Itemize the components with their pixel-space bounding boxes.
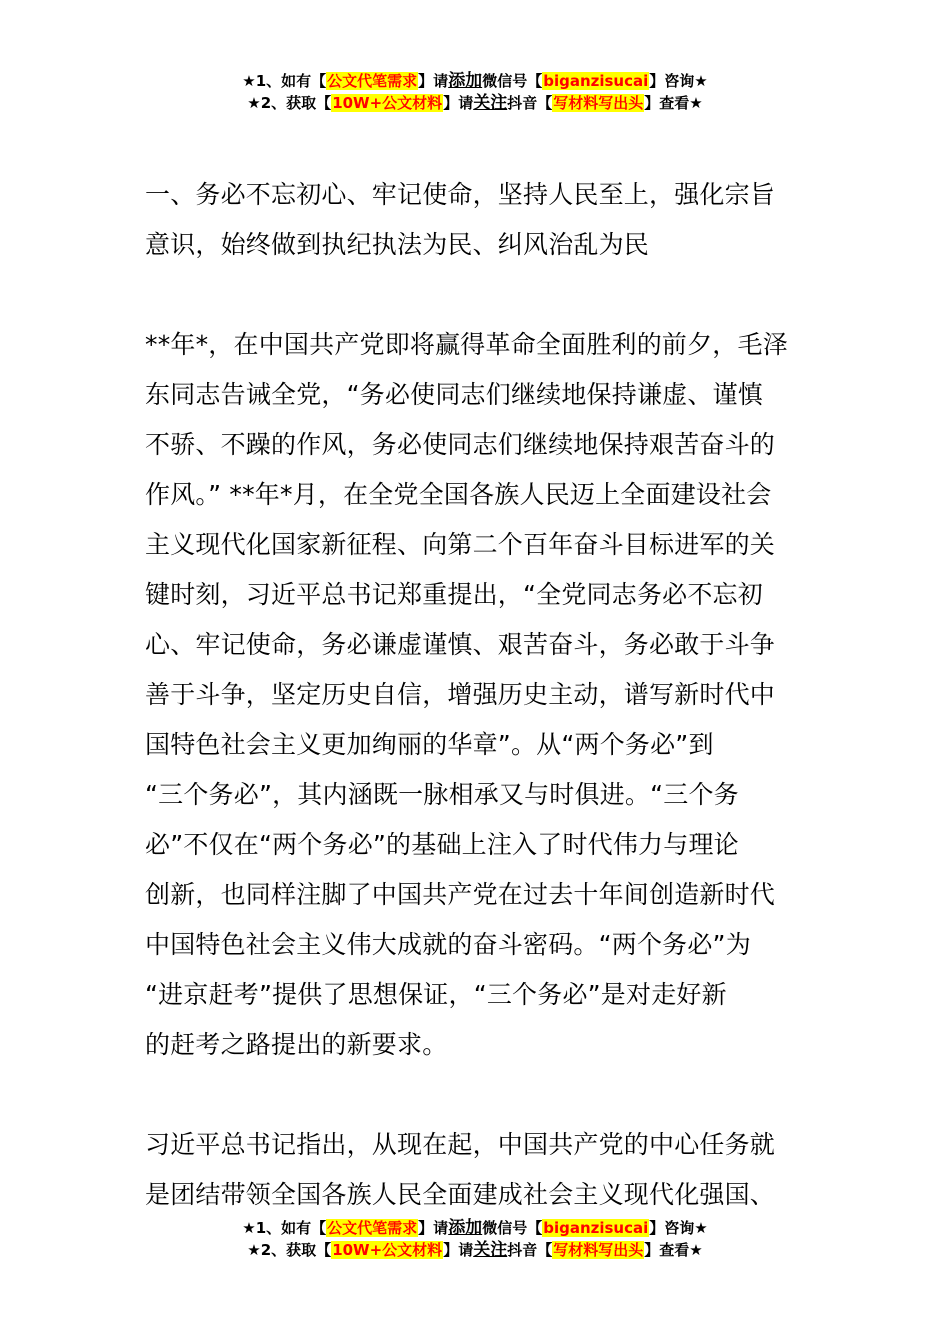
heading-line: 一、务必不忘初心、牢记使命，坚持人民至上，强化宗旨 — [145, 180, 776, 209]
paragraph-line: 键时刻，习近平总书记郑重提出，“全党同志务必不忘初 — [145, 580, 763, 609]
paragraph-line: 善于斗争，坚定历史自信，增强历史主动，谱写新时代中 — [145, 680, 776, 709]
paragraph-1 — [145, 320, 810, 1070]
paragraph-line: 东同志告诫全党，“务必使同志们继续地保持谦虚、谨慎 — [145, 380, 763, 409]
paragraph-line: 心、牢记使命，务必谦虚谨慎、艰苦奋斗，务必敢于斗争 — [145, 630, 776, 659]
underlined-text: 关注 — [473, 1240, 508, 1260]
highlight-service: 公文代笔需求 — [327, 72, 418, 90]
banner-line-1 — [0, 1217, 950, 1239]
banner-text: 】请 — [418, 72, 449, 90]
banner-text: ★1、如有【 — [242, 1219, 327, 1237]
highlight-materials: 10W+公文材料 — [332, 1241, 443, 1259]
banner-text: 抖音【 — [507, 94, 553, 112]
section-heading — [145, 170, 810, 270]
paragraph-line: 国特色社会主义更加绚丽的华章”。从“两个务必”到 — [145, 730, 714, 759]
banner-line-2 — [0, 1239, 950, 1261]
paragraph-line: 主义现代化国家新征程、向第二个百年奋斗目标进军的关 — [145, 530, 776, 559]
paragraph-line: 的赶考之路提出的新要求。 — [145, 1030, 448, 1059]
paragraph-line: 创新，也同样注脚了中国共产党在过去十年间创造新时代 — [145, 880, 776, 909]
highlight-douyin-account: 写材料写出头 — [553, 94, 644, 112]
highlight-wechat-id: biganzisucai — [543, 1219, 649, 1237]
paragraph-line: 中国特色社会主义伟大成就的奋斗密码。“两个务必”为 — [145, 930, 751, 959]
banner-text: 】咨询★ — [649, 1219, 708, 1237]
highlight-wechat-id: biganzisucai — [543, 72, 649, 90]
paragraph-line: 作风。” **年*月，在全党全国各族人民迈上全面建设社会 — [145, 480, 772, 509]
banner-text: 微信号【 — [482, 1219, 543, 1237]
banner-line-2 — [0, 92, 950, 114]
banner-text: 】查看★ — [644, 1241, 703, 1259]
banner-text: 】请 — [443, 94, 474, 112]
banner-text: 】请 — [443, 1241, 474, 1259]
banner-text: ★2、获取【 — [247, 1241, 332, 1259]
banner-text: ★2、获取【 — [247, 94, 332, 112]
footer-banner — [0, 1217, 950, 1261]
banner-text: 微信号【 — [482, 72, 543, 90]
banner-text: ★1、如有【 — [242, 72, 327, 90]
header-banner — [0, 70, 950, 114]
paragraph-line: 是团结带领全国各族人民全面建成社会主义现代化强国、 — [145, 1180, 776, 1209]
paragraph-line: 不骄、不躁的作风，务必使同志们继续地保持艰苦奋斗的 — [145, 430, 776, 459]
paragraph-line: 习近平总书记指出，从现在起，中国共产党的中心任务就 — [145, 1130, 776, 1159]
banner-text: 】咨询★ — [649, 72, 708, 90]
banner-line-1 — [0, 70, 950, 92]
heading-line: 意识，始终做到执纪执法为民、纠风治乱为民 — [145, 230, 650, 259]
paragraph-line: “进京赶考”提供了思想保证，“三个务必”是对走好新 — [145, 980, 727, 1009]
banner-text: 抖音【 — [507, 1241, 553, 1259]
paragraph-line: **年*，在中国共产党即将赢得革命全面胜利的前夕，毛泽 — [145, 330, 788, 359]
underlined-text: 添加 — [448, 71, 483, 91]
banner-text: 】查看★ — [644, 94, 703, 112]
paragraph-line: “三个务必”，其内涵既一脉相承又与时俱进。“三个务 — [145, 780, 739, 809]
paragraph-line: 必”不仅在“两个务必”的基础上注入了时代伟力与理论 — [145, 830, 739, 859]
paragraph-2 — [145, 1120, 810, 1220]
banner-text: 】请 — [418, 1219, 449, 1237]
underlined-text: 关注 — [473, 93, 508, 113]
highlight-douyin-account: 写材料写出头 — [553, 1241, 644, 1259]
highlight-materials: 10W+公文材料 — [332, 94, 443, 112]
underlined-text: 添加 — [448, 1218, 483, 1238]
highlight-service: 公文代笔需求 — [327, 1219, 418, 1237]
document-body — [145, 170, 810, 1220]
